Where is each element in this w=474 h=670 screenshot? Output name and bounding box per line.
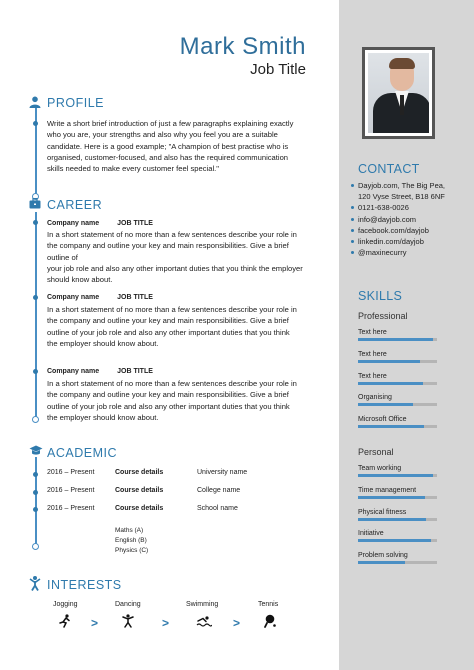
skill-fill bbox=[358, 425, 424, 428]
timeline-dot bbox=[33, 490, 38, 495]
skill-label: Team working bbox=[358, 465, 402, 472]
skill-track bbox=[358, 338, 437, 341]
company-name: Company name bbox=[47, 294, 100, 301]
skill-bar bbox=[358, 350, 437, 363]
timeline-dot bbox=[33, 507, 38, 512]
timeline-end-circle bbox=[32, 416, 39, 423]
contact-heading: CONTACT bbox=[358, 162, 420, 176]
timeline-dot bbox=[33, 295, 38, 300]
person-arms-up-icon bbox=[29, 576, 41, 591]
interest-label: Jogging bbox=[53, 601, 78, 608]
job-role: JOB TITLE bbox=[117, 294, 153, 301]
company-name: Company name bbox=[47, 220, 100, 227]
interest-label: Tennis bbox=[258, 601, 279, 608]
career-timeline bbox=[35, 212, 37, 419]
skill-label: Text here bbox=[358, 329, 387, 336]
skill-bar bbox=[358, 529, 437, 542]
contact-item: Dayjob.com, The Big Pea, bbox=[351, 180, 445, 191]
swimming-icon bbox=[196, 614, 212, 628]
skills-heading: SKILLS bbox=[358, 289, 403, 303]
contact-item: facebook.com/dayjob bbox=[351, 225, 445, 236]
skill-fill bbox=[358, 338, 433, 341]
tennis-icon bbox=[263, 614, 277, 628]
skill-fill bbox=[358, 474, 433, 477]
skill-label: Problem solving bbox=[358, 552, 408, 560]
arrow-icon: > bbox=[233, 616, 241, 630]
contact-list bbox=[351, 180, 445, 258]
arrow-icon: > bbox=[91, 616, 99, 630]
contact-item: @maxinecurry bbox=[351, 247, 445, 258]
timeline-dot bbox=[33, 121, 38, 126]
profile-heading: PROFILE bbox=[47, 96, 104, 110]
skill-label: Physical fitness bbox=[358, 508, 407, 516]
job-role: JOB TITLE bbox=[117, 220, 153, 227]
graduation-cap-icon bbox=[29, 445, 43, 456]
career-heading: CAREER bbox=[47, 198, 103, 212]
contact-item: info@dayjob.com bbox=[351, 214, 445, 225]
contact-item: 120 Vyse Street, B18 6NF bbox=[358, 192, 445, 202]
skill-label: Text here bbox=[358, 350, 387, 358]
skill-bar bbox=[358, 415, 437, 428]
briefcase-icon bbox=[29, 198, 41, 209]
timeline-dot bbox=[33, 220, 38, 225]
skill-bar bbox=[358, 393, 437, 406]
skill-track bbox=[358, 403, 437, 406]
job-description: In a short statement of no more than a few sentences describe your role in the company and outline your key and main responsibilities. Give a brief outline of your job role and also any other important duties that you think the employer should know about. bbox=[47, 379, 297, 422]
skill-bar bbox=[358, 551, 437, 564]
skill-track bbox=[358, 425, 437, 428]
cv-page: CONTACT Dayjob.com, The Big Pea, 120 Vyse Street, B18 6NF 0121-638-0026 info@dayjob.com facebook.com/dayjob linkedin.com/dayjob @maxinecurry SKILLS Professional Personal Text here Text here Text here Organising Microsoft Office Team working Time management Physical fitness Initiative Problem solving Mark Smith Job Title PROFILE Write a short brief introduction of just a few paragraphs explaining exactly who you are, your strengths and also why you feel you are a suitable candidate. Here is a good example; "A champion of best practise who is organised, customer-focused, and also has the required communication skills needed to make every customer feel special." CAREER Company name JOB TITLE In a short statement of no more than a few sentences describe your role in the company and outline your key and main responsibilities. Give a brief outline of your job role and also any other important duties that you think the employer should know about. Company name JOB TITLE In a short statement of no more than a few sentences describe your role in the company and outline your key and main responsibilities. Give a brief outline of your job role and also any other important duties that you think the employer should know about. Company name JOB TITLE In a short statement of no more than a few sentences describe your role in the company and outline your key and main responsibilities. Give a brief outline of your job role and also any other important duties that you think the employer should know about. ACADEMIC 2016 – Present Course details University name 2016 – Present Course details College name 2016 – Present Course details School name Maths (A) English (B) Physics (C) INTERESTS Jogging Dancing Swimming Tennis > > > bbox=[0, 0, 474, 670]
job-title: Job Title bbox=[250, 61, 306, 78]
running-icon bbox=[58, 614, 72, 628]
job-header bbox=[47, 294, 171, 301]
job-description: In a short statement of no more than a few sentences describe your role in the company and outline your key and main responsibilities. Give a brief outline of your job role and also any other important duties that you think the employer should know about. bbox=[47, 305, 297, 348]
grades-list: Maths (A) English (B) Physics (C) bbox=[115, 527, 149, 554]
skill-fill bbox=[358, 518, 426, 521]
job-role: JOB TITLE bbox=[117, 368, 153, 375]
skill-fill bbox=[358, 382, 423, 385]
skill-track bbox=[358, 496, 437, 499]
skill-bar bbox=[358, 508, 437, 521]
skill-bar bbox=[358, 464, 437, 477]
dancing-icon bbox=[121, 614, 135, 628]
job-description: In a short statement of no more than a few sentences describe your role in the company and outline your key and main responsibilities. Give a brief outline of your job role and also any other important duties that you think the employer should know about. bbox=[47, 230, 303, 285]
skill-label: Text here bbox=[358, 372, 387, 380]
person-name: Mark Smith bbox=[179, 33, 306, 60]
skill-fill bbox=[358, 403, 413, 406]
academic-timeline bbox=[35, 457, 37, 545]
interest-label: Swimming bbox=[186, 601, 219, 608]
timeline-end-circle bbox=[32, 543, 39, 550]
skill-label: Time management bbox=[358, 486, 417, 494]
skill-fill bbox=[358, 496, 425, 499]
academic-heading: ACADEMIC bbox=[47, 446, 117, 460]
profile-text: Write a short brief introduction of just a few paragraphs explaining exactly who you are, your strengths and also why you feel you are a suitable candidate. Here is a good example; "A champion of best practise who is organised, customer-focused, and also has the required communication skills needed to make every customer feel special." bbox=[47, 119, 294, 174]
timeline-dot bbox=[33, 369, 38, 374]
arrow-icon: > bbox=[162, 616, 170, 630]
timeline-dot bbox=[33, 472, 38, 477]
skill-label: Organising bbox=[358, 394, 392, 402]
skill-track bbox=[358, 539, 437, 542]
skill-bar bbox=[358, 372, 437, 385]
person-icon bbox=[29, 96, 41, 108]
skill-track bbox=[358, 474, 437, 477]
skill-fill bbox=[358, 561, 405, 564]
skill-track bbox=[358, 561, 437, 564]
skill-bar bbox=[358, 328, 437, 341]
interest-label: Dancing bbox=[115, 601, 141, 608]
personal-heading: Personal bbox=[358, 447, 394, 457]
skill-fill bbox=[358, 539, 431, 542]
skill-track bbox=[358, 518, 437, 521]
contact-item: 0121-638-0026 bbox=[351, 202, 445, 213]
job-header bbox=[47, 368, 171, 375]
company-name: Company name bbox=[47, 368, 100, 375]
job-header bbox=[47, 220, 171, 227]
skill-track bbox=[358, 382, 437, 385]
skill-track bbox=[358, 360, 437, 363]
contact-item: linkedin.com/dayjob bbox=[351, 236, 445, 247]
professional-heading: Professional bbox=[358, 311, 408, 321]
profile-photo bbox=[362, 47, 435, 139]
skill-fill bbox=[358, 360, 420, 363]
skill-bar bbox=[358, 486, 437, 499]
skill-label: Microsoft Office bbox=[358, 416, 407, 424]
skill-label: Initiative bbox=[358, 530, 384, 538]
interests-heading: INTERESTS bbox=[47, 578, 122, 592]
